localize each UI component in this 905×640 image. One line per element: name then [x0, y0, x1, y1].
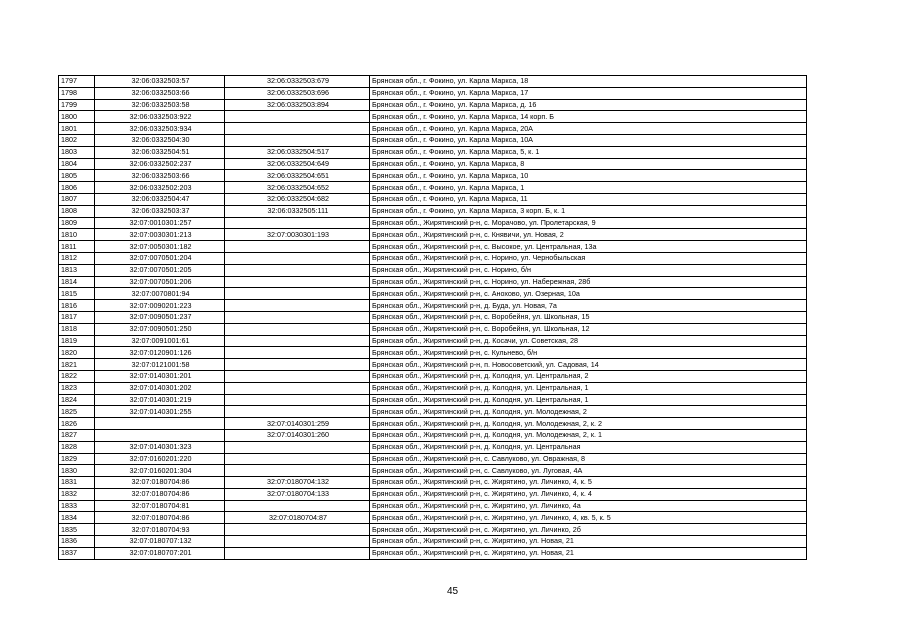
table-row: [59, 477, 807, 489]
cadastral-number-cell: 32:06:0332502:237: [95, 158, 225, 170]
cadastral-number-cell: 32:06:0332503:66: [95, 87, 225, 99]
address-cell: Брянская обл., г. Фокино, ул. Карла Маркса, д. 16: [370, 99, 807, 111]
cadastral-number-cell: 32:06:0332503:58: [95, 99, 225, 111]
row-number-cell: 1817: [59, 311, 95, 323]
table-row: [59, 453, 807, 465]
row-number-cell: 1816: [59, 300, 95, 312]
row-number-cell: 1803: [59, 146, 95, 158]
address-cell: Брянская обл., г. Фокино, ул. Карла Маркса, 3 корп. Б, к. 1: [370, 205, 807, 217]
linked-cadastral-number-cell: 32:07:0140301:260: [225, 429, 370, 441]
address-cell: Брянская обл., Жирятинский р-н, д. Колодня, ул. Центральная, 1: [370, 394, 807, 406]
row-number-cell: 1828: [59, 441, 95, 453]
address-cell: Брянская обл., Жирятинский р-н, д. Косачи, ул. Советская, 28: [370, 335, 807, 347]
cadastral-number-cell: 32:06:0332503:934: [95, 123, 225, 135]
table-row: [59, 406, 807, 418]
row-number-cell: 1799: [59, 99, 95, 111]
linked-cadastral-number-cell: 32:06:0332504:682: [225, 193, 370, 205]
address-cell: Брянская обл., г. Фокино, ул. Карла Маркса, 1: [370, 182, 807, 194]
table-row: [59, 288, 807, 300]
address-cell: Брянская обл., Жирятинский р-н, с. Анохово, ул. Озерная, 10а: [370, 288, 807, 300]
table-row: [59, 441, 807, 453]
row-number-cell: 1800: [59, 111, 95, 123]
row-number-cell: 1833: [59, 500, 95, 512]
address-cell: Брянская обл., Жирятинский р-н, с. Жирятино, ул. Личинко, 4, к. 4: [370, 488, 807, 500]
cadastral-number-cell: [95, 429, 225, 441]
address-cell: Брянская обл., Жирятинский р-н, с. Жирятино, ул. Личинко, 4а: [370, 500, 807, 512]
cadastral-number-cell: 32:07:0070801:94: [95, 288, 225, 300]
table-row: [59, 76, 807, 88]
linked-cadastral-number-cell: [225, 323, 370, 335]
cadastral-number-cell: 32:07:0121001:58: [95, 359, 225, 371]
cadastral-number-cell: 32:07:0180707:201: [95, 547, 225, 559]
table-row: [59, 335, 807, 347]
table-row: [59, 134, 807, 146]
linked-cadastral-number-cell: 32:07:0180704:87: [225, 512, 370, 524]
table-row: [59, 123, 807, 135]
address-cell: Брянская обл., Жирятинский р-н, с. Жирятино, ул. Личинко, 4, к. 5: [370, 477, 807, 489]
row-number-cell: 1831: [59, 477, 95, 489]
row-number-cell: 1798: [59, 87, 95, 99]
table-row: [59, 87, 807, 99]
row-number-cell: 1810: [59, 229, 95, 241]
linked-cadastral-number-cell: 32:07:0140301:259: [225, 418, 370, 430]
linked-cadastral-number-cell: [225, 252, 370, 264]
table-row: [59, 547, 807, 559]
row-number-cell: 1809: [59, 217, 95, 229]
address-cell: Брянская обл., Жирятинский р-н, д. Колодня, ул. Центральная, 1: [370, 382, 807, 394]
linked-cadastral-number-cell: [225, 500, 370, 512]
row-number-cell: 1836: [59, 536, 95, 548]
row-number-cell: 1830: [59, 465, 95, 477]
cadastral-number-cell: 32:07:0090501:250: [95, 323, 225, 335]
linked-cadastral-number-cell: [225, 217, 370, 229]
address-cell: Брянская обл., Жирятинский р-н, с. Норино, ул. Чернобыльская: [370, 252, 807, 264]
page-number: 45: [446, 586, 459, 597]
address-cell: Брянская обл., г. Фокино, ул. Карла Маркса, 8: [370, 158, 807, 170]
linked-cadastral-number-cell: [225, 347, 370, 359]
table-row: [59, 311, 807, 323]
linked-cadastral-number-cell: [225, 335, 370, 347]
row-number-cell: 1829: [59, 453, 95, 465]
linked-cadastral-number-cell: [225, 465, 370, 477]
linked-cadastral-number-cell: [225, 453, 370, 465]
address-cell: Брянская обл., Жирятинский р-н, д. Колодня, ул. Центральная: [370, 441, 807, 453]
cadastral-number-cell: 32:07:0070501:204: [95, 252, 225, 264]
cadastral-number-cell: 32:06:0332503:66: [95, 170, 225, 182]
linked-cadastral-number-cell: 32:07:0030301:193: [225, 229, 370, 241]
row-number-cell: 1807: [59, 193, 95, 205]
cadastral-number-cell: 32:07:0090501:237: [95, 311, 225, 323]
row-number-cell: 1805: [59, 170, 95, 182]
row-number-cell: 1821: [59, 359, 95, 371]
address-cell: Брянская обл., г. Фокино, ул. Карла Маркса, 20А: [370, 123, 807, 135]
row-number-cell: 1808: [59, 205, 95, 217]
address-cell: Брянская обл., г. Фокино, ул. Карла Маркса, 10А: [370, 134, 807, 146]
address-cell: Брянская обл., Жирятинский р-н, с. Савлуково, ул. Луговая, 4А: [370, 465, 807, 477]
cadastral-number-cell: 32:07:0180704:81: [95, 500, 225, 512]
linked-cadastral-number-cell: [225, 382, 370, 394]
cadastral-number-cell: 32:06:0332504:30: [95, 134, 225, 146]
row-number-cell: 1806: [59, 182, 95, 194]
cadastral-number-cell: 32:07:0180704:86: [95, 512, 225, 524]
registry-table-body: [59, 76, 807, 560]
linked-cadastral-number-cell: 32:07:0180704:133: [225, 488, 370, 500]
row-number-cell: 1832: [59, 488, 95, 500]
address-cell: Брянская обл., Жирятинский р-н, с. Норино, б/н: [370, 264, 807, 276]
address-cell: Брянская обл., Жирятинский р-н, д. Буда, ул. Новая, 7а: [370, 300, 807, 312]
linked-cadastral-number-cell: [225, 547, 370, 559]
row-number-cell: 1834: [59, 512, 95, 524]
table-row: [59, 418, 807, 430]
cadastral-number-cell: 32:07:0091001:61: [95, 335, 225, 347]
cadastral-number-cell: 32:06:0332503:922: [95, 111, 225, 123]
address-cell: Брянская обл., Жирятинский р-н, с. Норино, ул. Набережная, 28б: [370, 276, 807, 288]
registry-table: [58, 75, 807, 560]
cadastral-number-cell: 32:07:0030301:213: [95, 229, 225, 241]
address-cell: Брянская обл., г. Фокино, ул. Карла Маркса, 11: [370, 193, 807, 205]
linked-cadastral-number-cell: [225, 406, 370, 418]
table-row: [59, 182, 807, 194]
row-number-cell: 1811: [59, 241, 95, 253]
table-row: [59, 99, 807, 111]
address-cell: Брянская обл., Жирятинский р-н, с. Жирятино, ул. Новая, 21: [370, 536, 807, 548]
row-number-cell: 1822: [59, 370, 95, 382]
table-row: [59, 488, 807, 500]
row-number-cell: 1801: [59, 123, 95, 135]
linked-cadastral-number-cell: 32:06:0332503:679: [225, 76, 370, 88]
cadastral-number-cell: 32:07:0070501:206: [95, 276, 225, 288]
cadastral-number-cell: 32:06:0332504:51: [95, 146, 225, 158]
cadastral-number-cell: 32:07:0050301:182: [95, 241, 225, 253]
table-row: [59, 512, 807, 524]
row-number-cell: 1825: [59, 406, 95, 418]
address-cell: Брянская обл., Жирятинский р-н, с. Воробейня, ул. Школьная, 15: [370, 311, 807, 323]
table-row: [59, 217, 807, 229]
row-number-cell: 1802: [59, 134, 95, 146]
address-cell: Брянская обл., г. Фокино, ул. Карла Маркса, 17: [370, 87, 807, 99]
table-row: [59, 170, 807, 182]
table-row: [59, 205, 807, 217]
address-cell: Брянская обл., Жирятинский р-н, с. Жирятино, ул. Личинко, 4, кв. 5, к. 5: [370, 512, 807, 524]
row-number-cell: 1797: [59, 76, 95, 88]
address-cell: Брянская обл., г. Фокино, ул. Карла Маркса, 5, к. 1: [370, 146, 807, 158]
row-number-cell: 1835: [59, 524, 95, 536]
table-row: [59, 276, 807, 288]
table-row: [59, 429, 807, 441]
linked-cadastral-number-cell: [225, 111, 370, 123]
linked-cadastral-number-cell: [225, 441, 370, 453]
address-cell: Брянская обл., Жирятинский р-н, с. Воробейня, ул. Школьная, 12: [370, 323, 807, 335]
row-number-cell: 1826: [59, 418, 95, 430]
cadastral-number-cell: 32:07:0180704:86: [95, 477, 225, 489]
address-cell: Брянская обл., г. Фокино, ул. Карла Маркса, 14 корп. Б: [370, 111, 807, 123]
row-number-cell: 1819: [59, 335, 95, 347]
row-number-cell: 1827: [59, 429, 95, 441]
linked-cadastral-number-cell: 32:06:0332504:652: [225, 182, 370, 194]
row-number-cell: 1818: [59, 323, 95, 335]
linked-cadastral-number-cell: 32:06:0332504:517: [225, 146, 370, 158]
cadastral-number-cell: 32:07:0180707:132: [95, 536, 225, 548]
address-cell: Брянская обл., Жирятинский р-н, д. Колодня, ул. Молодежная, 2: [370, 406, 807, 418]
row-number-cell: 1812: [59, 252, 95, 264]
address-cell: Брянская обл., Жирятинский р-н, с. Кульнево, б/н: [370, 347, 807, 359]
table-row: [59, 241, 807, 253]
cadastral-number-cell: 32:07:0010301:257: [95, 217, 225, 229]
row-number-cell: 1804: [59, 158, 95, 170]
cadastral-number-cell: 32:07:0140301:201: [95, 370, 225, 382]
table-row: [59, 536, 807, 548]
cadastral-number-cell: 32:06:0332503:57: [95, 76, 225, 88]
linked-cadastral-number-cell: [225, 300, 370, 312]
cadastral-number-cell: 32:06:0332502:203: [95, 182, 225, 194]
address-cell: Брянская обл., Жирятинский р-н, с. Жирятино, ул. Личинко, 2б: [370, 524, 807, 536]
table-row: [59, 394, 807, 406]
cadastral-number-cell: 32:06:0332503:37: [95, 205, 225, 217]
linked-cadastral-number-cell: [225, 524, 370, 536]
address-cell: Брянская обл., Жирятинский р-н, п. Новосоветский, ул. Садовая, 14: [370, 359, 807, 371]
table-row: [59, 111, 807, 123]
cadastral-number-cell: 32:06:0332504:47: [95, 193, 225, 205]
linked-cadastral-number-cell: 32:06:0332504:649: [225, 158, 370, 170]
cadastral-number-cell: 32:07:0090201:223: [95, 300, 225, 312]
linked-cadastral-number-cell: [225, 370, 370, 382]
address-cell: Брянская обл., Жирятинский р-н, д. Колодня, ул. Молодежная, 2, к. 2: [370, 418, 807, 430]
linked-cadastral-number-cell: 32:06:0332505:111: [225, 205, 370, 217]
address-cell: Брянская обл., Жирятинский р-н, с. Савлуково, ул. Овражная, 8: [370, 453, 807, 465]
row-number-cell: 1815: [59, 288, 95, 300]
linked-cadastral-number-cell: [225, 123, 370, 135]
cadastral-number-cell: 32:07:0140301:323: [95, 441, 225, 453]
table-row: [59, 146, 807, 158]
table-row: [59, 300, 807, 312]
linked-cadastral-number-cell: [225, 288, 370, 300]
linked-cadastral-number-cell: [225, 311, 370, 323]
address-cell: Брянская обл., Жирятинский р-н, с. Морачово, ул. Пролетарская, 9: [370, 217, 807, 229]
linked-cadastral-number-cell: [225, 241, 370, 253]
table-row: [59, 500, 807, 512]
row-number-cell: 1813: [59, 264, 95, 276]
cadastral-number-cell: [95, 418, 225, 430]
address-cell: Брянская обл., г. Фокино, ул. Карла Маркса, 18: [370, 76, 807, 88]
table-row: [59, 193, 807, 205]
cadastral-number-cell: 32:07:0140301:255: [95, 406, 225, 418]
cadastral-number-cell: 32:07:0120901:126: [95, 347, 225, 359]
cadastral-number-cell: 32:07:0140301:219: [95, 394, 225, 406]
cadastral-number-cell: 32:07:0180704:86: [95, 488, 225, 500]
table-row: [59, 158, 807, 170]
linked-cadastral-number-cell: 32:06:0332503:894: [225, 99, 370, 111]
table-row: [59, 264, 807, 276]
linked-cadastral-number-cell: 32:06:0332504:651: [225, 170, 370, 182]
linked-cadastral-number-cell: [225, 359, 370, 371]
linked-cadastral-number-cell: [225, 536, 370, 548]
table-row: [59, 465, 807, 477]
linked-cadastral-number-cell: [225, 394, 370, 406]
linked-cadastral-number-cell: [225, 276, 370, 288]
table-row: [59, 524, 807, 536]
row-number-cell: 1814: [59, 276, 95, 288]
linked-cadastral-number-cell: [225, 264, 370, 276]
linked-cadastral-number-cell: 32:06:0332503:696: [225, 87, 370, 99]
table-row: [59, 252, 807, 264]
row-number-cell: 1824: [59, 394, 95, 406]
table-row: [59, 229, 807, 241]
cadastral-number-cell: 32:07:0160201:220: [95, 453, 225, 465]
table-row: [59, 323, 807, 335]
row-number-cell: 1820: [59, 347, 95, 359]
address-cell: Брянская обл., Жирятинский р-н, д. Колодня, ул. Молодежная, 2, к. 1: [370, 429, 807, 441]
row-number-cell: 1837: [59, 547, 95, 559]
address-cell: Брянская обл., Жирятинский р-н, д. Колодня, ул. Центральная, 2: [370, 370, 807, 382]
table-row: [59, 370, 807, 382]
table-row: [59, 382, 807, 394]
cadastral-number-cell: 32:07:0140301:202: [95, 382, 225, 394]
row-number-cell: 1823: [59, 382, 95, 394]
cadastral-number-cell: 32:07:0070501:205: [95, 264, 225, 276]
address-cell: Брянская обл., Жирятинский р-н, с. Княвичи, ул. Новая, 2: [370, 229, 807, 241]
address-cell: Брянская обл., Жирятинский р-н, с. Высокое, ул. Центральная, 13а: [370, 241, 807, 253]
linked-cadastral-number-cell: 32:07:0180704:132: [225, 477, 370, 489]
cadastral-number-cell: 32:07:0180704:93: [95, 524, 225, 536]
cadastral-number-cell: 32:07:0160201:304: [95, 465, 225, 477]
address-cell: Брянская обл., г. Фокино, ул. Карла Маркса, 10: [370, 170, 807, 182]
linked-cadastral-number-cell: [225, 134, 370, 146]
table-row: [59, 359, 807, 371]
table-row: [59, 347, 807, 359]
address-cell: Брянская обл., Жирятинский р-н, с. Жирятино, ул. Новая, 21: [370, 547, 807, 559]
